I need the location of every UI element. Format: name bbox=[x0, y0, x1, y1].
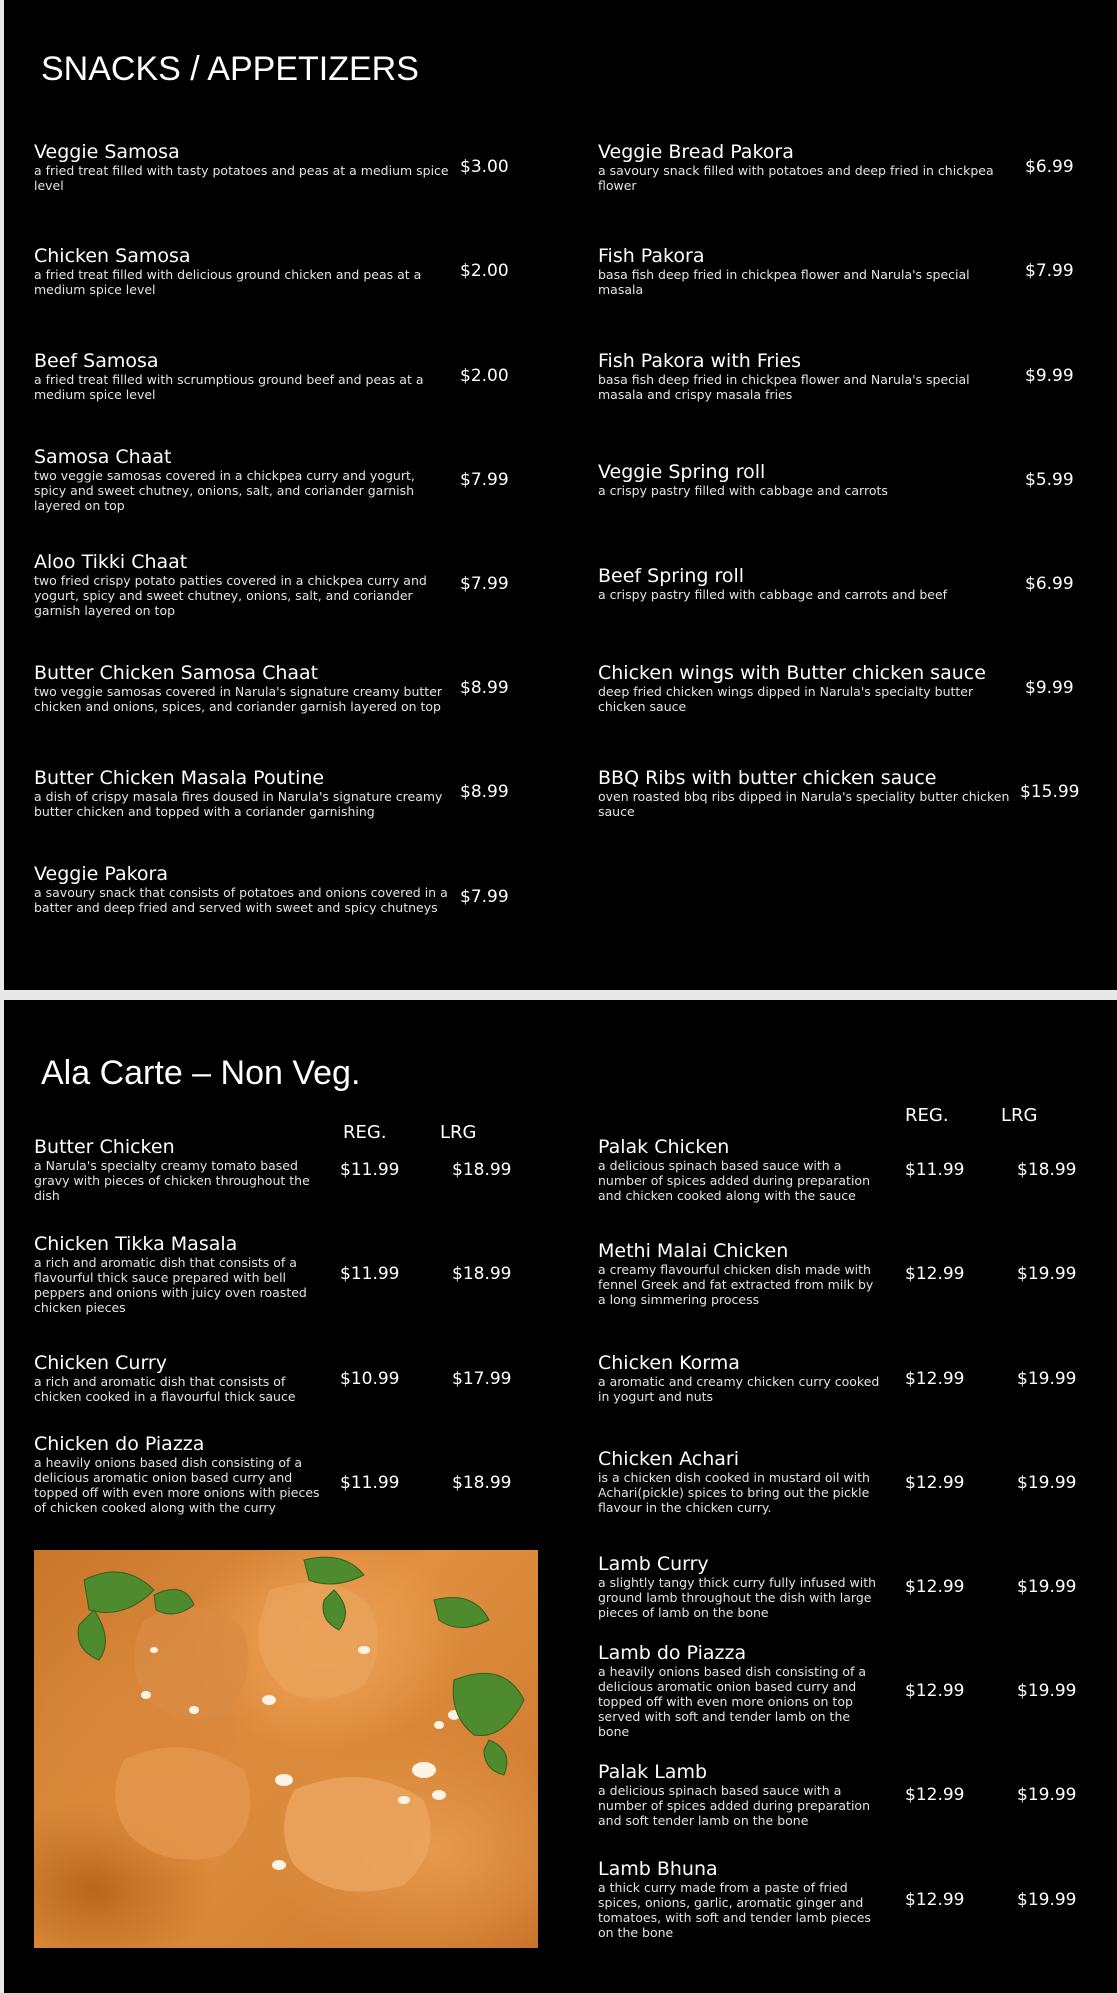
item-name: Veggie Pakora bbox=[34, 863, 168, 885]
item-price-lrg: $19.99 bbox=[1017, 1473, 1077, 1493]
item-name: Chicken Achari bbox=[598, 1448, 740, 1470]
item-price: $15.99 bbox=[1020, 782, 1080, 802]
snacks-title: SNACKS / APPETIZERS bbox=[41, 50, 419, 88]
item-desc: two fried crispy potato patties covered in a chickpea curry and yogurt, spicy and sweet chutney, onions, salt, and coriander garnish layered on top bbox=[34, 573, 427, 618]
item-name: Fish Pakora bbox=[598, 245, 705, 267]
item-price-lrg: $19.99 bbox=[1017, 1890, 1077, 1910]
item-name: BBQ Ribs with butter chicken sauce bbox=[598, 767, 937, 789]
item-price-reg: $12.99 bbox=[905, 1890, 965, 1910]
item-desc: a dish of crispy masala fires doused in Narula's signature creamy butter chicken and topped with a coriander garnishing bbox=[34, 789, 443, 819]
item-desc: a savoury snack filled with potatoes and deep fried in chickpea flower bbox=[598, 163, 994, 193]
item-price-lrg: $19.99 bbox=[1017, 1577, 1077, 1597]
chicken-pieces bbox=[115, 1583, 431, 1892]
item-price: $7.99 bbox=[460, 574, 509, 594]
item-price: $2.00 bbox=[460, 261, 509, 281]
snack-item-beef-samosa bbox=[34, 351, 449, 402]
item-desc: a delicious spinach based sauce with a number of spices added during preparation and soft tender lamb on the bone bbox=[598, 1783, 871, 1828]
butter-chicken-photo bbox=[34, 1550, 538, 1948]
reg-column-header: REG. bbox=[905, 1105, 949, 1126]
item-desc: a heavily onions based dish consisting of a delicious aromatic onion based curry and topped off with even more onions with pieces of chicken cooked along with the curry bbox=[34, 1455, 320, 1515]
item-price-reg: $12.99 bbox=[905, 1369, 965, 1389]
menu-item-chicken-curry bbox=[34, 1353, 324, 1404]
snack-item-bbq-ribs bbox=[598, 768, 1013, 819]
item-name: Fish Pakora with Fries bbox=[598, 350, 802, 372]
item-desc: two veggie samosas covered in a chickpea curry and yogurt, spicy and sweet chutney, onions, salt, and coriander garnish layered on top bbox=[34, 468, 415, 513]
item-desc: a fried treat filled with delicious ground chicken and peas at a medium spice level bbox=[34, 267, 422, 297]
item-name: Palak Lamb bbox=[598, 1761, 708, 1783]
snack-item-fish-pakora-fries bbox=[598, 351, 1013, 402]
item-price: $8.99 bbox=[460, 678, 509, 698]
item-price: $9.99 bbox=[1025, 678, 1074, 698]
curry-illustration bbox=[34, 1550, 538, 1948]
item-price: $7.99 bbox=[1025, 261, 1074, 281]
item-price-lrg: $17.99 bbox=[452, 1369, 512, 1389]
item-desc: a creamy flavourful chicken dish made with fennel Greek and fat extracted from milk by a long simmering process bbox=[598, 1262, 874, 1307]
menu-item-chicken-do-piazza bbox=[34, 1434, 324, 1515]
snack-item-chicken-samosa bbox=[34, 246, 449, 297]
item-price-reg: $11.99 bbox=[905, 1160, 965, 1180]
item-desc: a aromatic and creamy chicken curry cooked in yogurt and nuts bbox=[598, 1374, 880, 1404]
item-price-lrg: $18.99 bbox=[1017, 1160, 1077, 1180]
snack-item-fish-pakora bbox=[598, 246, 1013, 297]
lrg-column-header: LRG bbox=[1001, 1105, 1038, 1126]
item-desc: oven roasted bbq ribs dipped in Narula's speciality butter chicken sauce bbox=[598, 789, 1010, 819]
snack-item-butter-chicken-samosa-chaat bbox=[34, 663, 449, 714]
item-desc: a Narula's specialty creamy tomato based gravy with pieces of chicken throughout the dish bbox=[34, 1158, 310, 1203]
lrg-column-header: LRG bbox=[440, 1122, 477, 1143]
snack-item-veggie-bread-pakora bbox=[598, 142, 1013, 193]
item-price: $2.00 bbox=[460, 366, 509, 386]
item-desc: basa fish deep fried in chickpea flower and Narula's special masala bbox=[598, 267, 970, 297]
menu-item-butter-chicken bbox=[34, 1137, 324, 1203]
snack-item-butter-chicken-masala-poutine bbox=[34, 768, 449, 819]
item-name: Butter Chicken bbox=[34, 1136, 175, 1158]
item-name: Aloo Tikki Chaat bbox=[34, 551, 188, 573]
snack-item-veggie-spring-roll bbox=[598, 462, 1013, 498]
item-price-lrg: $18.99 bbox=[452, 1160, 512, 1180]
item-price-lrg: $19.99 bbox=[1017, 1264, 1077, 1284]
menu-item-chicken-achari bbox=[598, 1449, 883, 1515]
item-price-reg: $10.99 bbox=[340, 1369, 400, 1389]
menu-item-lamb-curry bbox=[598, 1554, 883, 1620]
item-name: Butter Chicken Samosa Chaat bbox=[34, 662, 319, 684]
item-name: Veggie Spring roll bbox=[598, 461, 766, 483]
item-name: Beef Spring roll bbox=[598, 565, 745, 587]
item-name: Chicken Samosa bbox=[34, 245, 191, 267]
item-price-reg: $12.99 bbox=[905, 1681, 965, 1701]
item-name: Lamb Curry bbox=[598, 1553, 709, 1575]
menu-item-chicken-tikka-masala bbox=[34, 1234, 324, 1315]
item-desc: a heavily onions based dish consisting of a delicious aromatic onion based curry and topped off with even more onions on top served with soft and tender lamb on the bone bbox=[598, 1664, 867, 1739]
item-price-reg: $12.99 bbox=[905, 1473, 965, 1493]
menu-item-palak-chicken bbox=[598, 1137, 883, 1203]
item-desc: a slightly tangy thick curry fully infused with ground lamb throughout the dish with large pieces of lamb on the bone bbox=[598, 1575, 877, 1620]
item-price-reg: $12.99 bbox=[905, 1785, 965, 1805]
item-name: Palak Chicken bbox=[598, 1136, 730, 1158]
item-desc: a rich and aromatic dish that consists of a flavourful thick sauce prepared with bell peppers and onions with juicy oven roasted chicken pieces bbox=[34, 1255, 307, 1315]
item-price: $6.99 bbox=[1025, 157, 1074, 177]
item-desc: a fried treat filled with scrumptious ground beef and peas at a medium spice level bbox=[34, 372, 424, 402]
item-price-lrg: $19.99 bbox=[1017, 1369, 1077, 1389]
item-price: $3.00 bbox=[460, 157, 509, 177]
snacks-panel bbox=[4, 0, 1117, 990]
item-price: $5.99 bbox=[1025, 470, 1074, 490]
snack-item-beef-spring-roll bbox=[598, 566, 1013, 602]
menu-item-lamb-bhuna bbox=[598, 1859, 883, 1940]
item-desc: a crispy pastry filled with cabbage and carrots bbox=[598, 483, 888, 498]
item-desc: a fried treat filled with tasty potatoes and peas at a medium spice level bbox=[34, 163, 449, 193]
menu-item-chicken-korma bbox=[598, 1353, 883, 1404]
snack-item-samosa-chaat bbox=[34, 447, 449, 513]
item-price-reg: $12.99 bbox=[905, 1264, 965, 1284]
item-price-reg: $11.99 bbox=[340, 1264, 400, 1284]
item-desc: is a chicken dish cooked in mustard oil with Achari(pickle) spices to bring out the pickle flavour in the chicken curry. bbox=[598, 1470, 870, 1515]
item-name: Chicken wings with Butter chicken sauce bbox=[598, 662, 986, 684]
item-name: Chicken Curry bbox=[34, 1352, 167, 1374]
menu-item-palak-lamb bbox=[598, 1762, 883, 1828]
item-price: $7.99 bbox=[460, 470, 509, 490]
item-desc: a rich and aromatic dish that consists of chicken cooked in a flavourful thick sauce bbox=[34, 1374, 296, 1404]
item-price-lrg: $19.99 bbox=[1017, 1681, 1077, 1701]
snack-item-veggie-samosa bbox=[34, 142, 449, 193]
item-price-lrg: $18.99 bbox=[452, 1473, 512, 1493]
item-price-lrg: $18.99 bbox=[452, 1264, 512, 1284]
item-desc: basa fish deep fried in chickpea flower and Narula's special masala and crispy masala fries bbox=[598, 372, 970, 402]
item-price-lrg: $19.99 bbox=[1017, 1785, 1077, 1805]
item-desc: a savoury snack that consists of potatoes and onions covered in a batter and deep fried and served with sweet and spicy chutneys bbox=[34, 885, 448, 915]
item-name: Lamb do Piazza bbox=[598, 1642, 747, 1664]
menu-item-methi-malai-chicken bbox=[598, 1241, 883, 1307]
item-price: $9.99 bbox=[1025, 366, 1074, 386]
item-price-reg: $12.99 bbox=[905, 1577, 965, 1597]
item-price-reg: $11.99 bbox=[340, 1473, 400, 1493]
item-price: $7.99 bbox=[460, 887, 509, 907]
item-desc: a crispy pastry filled with cabbage and carrots and beef bbox=[598, 587, 948, 602]
item-name: Butter Chicken Masala Poutine bbox=[34, 767, 325, 789]
item-name: Chicken Tikka Masala bbox=[34, 1233, 238, 1255]
item-name: Samosa Chaat bbox=[34, 446, 172, 468]
item-name: Lamb Bhuna bbox=[598, 1858, 718, 1880]
item-desc: a thick curry made from a paste of fried spices, onions, garlic, aromatic ginger and tomatoes, with soft and tender lamb pieces on the bone bbox=[598, 1880, 871, 1940]
reg-column-header: REG. bbox=[343, 1122, 387, 1143]
alacarte-panel bbox=[4, 1000, 1117, 1993]
item-desc: a delicious spinach based sauce with a number of spices added during preparation and chicken cooked along with the sauce bbox=[598, 1158, 871, 1203]
item-price-reg: $11.99 bbox=[340, 1160, 400, 1180]
item-price: $6.99 bbox=[1025, 574, 1074, 594]
menu-item-lamb-do-piazza bbox=[598, 1643, 883, 1739]
snack-item-veggie-pakora bbox=[34, 864, 449, 915]
item-name: Chicken Korma bbox=[598, 1352, 740, 1374]
item-name: Chicken do Piazza bbox=[34, 1433, 205, 1455]
item-desc: deep fried chicken wings dipped in Narula's specialty butter chicken sauce bbox=[598, 684, 974, 714]
item-name: Beef Samosa bbox=[34, 350, 159, 372]
snack-item-chicken-wings bbox=[598, 663, 1013, 714]
item-desc: two veggie samosas covered in Narula's signature creamy butter chicken and onions, spices, and coriander garnish layered on top bbox=[34, 684, 443, 714]
item-price: $8.99 bbox=[460, 782, 509, 802]
item-name: Veggie Samosa bbox=[34, 141, 180, 163]
snack-item-aloo-tikki-chaat bbox=[34, 552, 449, 618]
alacarte-title: Ala Carte – Non Veg. bbox=[41, 1054, 361, 1092]
item-name: Veggie Bread Pakora bbox=[598, 141, 794, 163]
item-name: Methi Malai Chicken bbox=[598, 1240, 789, 1262]
